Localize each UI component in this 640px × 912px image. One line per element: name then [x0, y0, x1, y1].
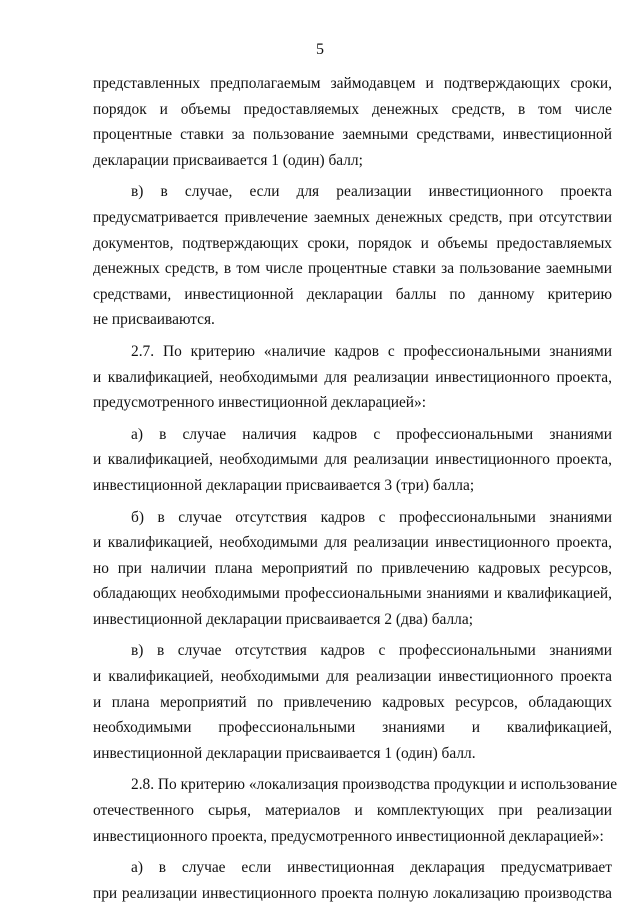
paragraph — [93, 638, 612, 766]
paragraph — [93, 339, 612, 416]
text-line: предусмотренного инвестиционной декларацией»: — [93, 394, 426, 412]
text-line: средствами, инвестиционной декларации баллы по данному критерию — [93, 285, 612, 303]
paragraph — [93, 505, 612, 633]
page-number: 5 — [316, 41, 324, 58]
text-line: порядок и объемы предоставляемых денежных средств, в том числе — [93, 100, 612, 118]
text-line: при реализации инвестиционного проекта полную локализацию производства — [93, 884, 612, 902]
document-body — [93, 71, 618, 912]
text-line: а) в случае если инвестиционная декларация предусматривает — [131, 859, 612, 877]
text-line: инвестиционной декларации присваивается 3 (три) балла; — [93, 476, 475, 494]
text-line: и квалификацией, необходимыми для реализации инвестиционного проекта — [93, 668, 612, 686]
text-line: не присваиваются. — [93, 311, 215, 329]
text-line: в) в случае, если для реализации инвестиционного проекта — [131, 183, 612, 201]
text-line: в) в случае отсутствия кадров с профессиональными знаниями — [131, 642, 612, 660]
text-line: и плана мероприятий по привлечению кадровых ресурсов, обладающих — [93, 693, 612, 711]
text-line: и квалификацией, необходимыми для реализации инвестиционного проекта, — [93, 368, 612, 386]
paragraph — [93, 772, 618, 849]
paragraph — [93, 71, 612, 173]
text-line: б) в случае отсутствия кадров с профессиональными знаниями — [131, 508, 612, 526]
text-line: процентные ставки за пользование заемными средствами, инвестиционной — [93, 126, 612, 144]
text-line: 2.8. По критерию «локализация производства продукции и использование — [131, 776, 618, 794]
text-line: и квалификацией, необходимыми для реализации инвестиционного проекта, — [93, 451, 612, 469]
text-line: и квалификацией, необходимыми для реализации инвестиционного проекта, — [93, 534, 612, 552]
paragraph — [93, 179, 612, 333]
text-line: а) в случае наличия кадров с профессиональными знаниями — [131, 425, 612, 443]
text-line: документов, подтверждающих сроки, порядок и объемы предоставляемых — [93, 234, 612, 252]
text-line: инвестиционной декларации присваивается 2 (два) балла; — [93, 610, 473, 628]
paragraph — [93, 855, 612, 906]
paragraph — [93, 422, 612, 499]
text-line: инвестиционного проекта, предусмотренного инвестиционной декларацией»: — [93, 827, 604, 845]
text-line: необходимыми профессиональными знаниями и квалификацией, — [93, 719, 612, 737]
text-line: обладающих необходимыми профессиональными знаниями и квалификацией, — [93, 585, 612, 603]
text-line: денежных средств, в том числе процентные ставки за пользование заемными — [93, 260, 612, 278]
text-line: инвестиционной декларации присваивается 1 (один) балл. — [93, 744, 476, 762]
text-line: предусматривается привлечение заемных денежных средств, при отсутствии — [93, 208, 612, 226]
text-line: представленных предполагаемым займодавцем и подтверждающих сроки, — [93, 75, 612, 92]
text-line: 2.7. По критерию «наличие кадров с профессиональными знаниями — [131, 342, 612, 360]
text-line: декларации присваивается 1 (один) балл; — [93, 151, 363, 169]
text-line: отечественного сырья, материалов и комплектующих при реализации — [93, 802, 612, 820]
text-line: но при наличии плана мероприятий по привлечению кадровых ресурсов, — [93, 559, 612, 577]
